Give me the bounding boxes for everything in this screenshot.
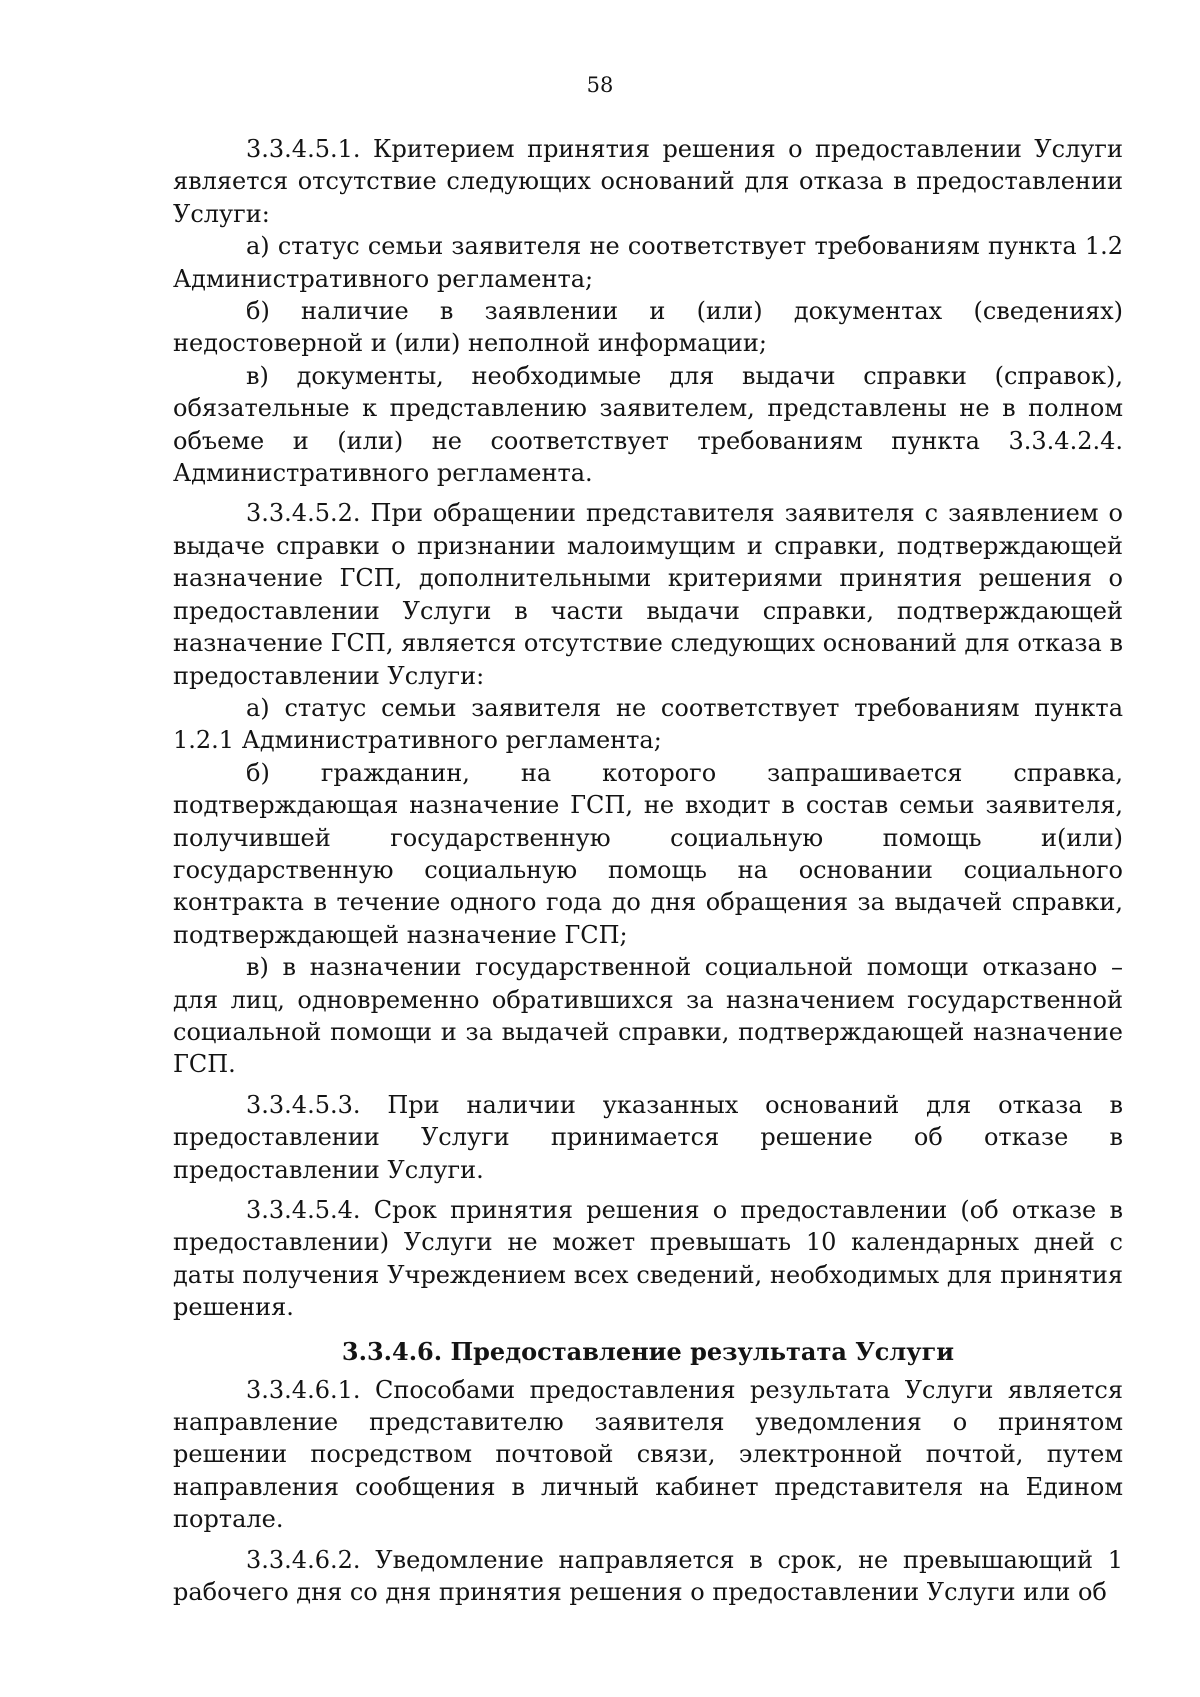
clause-3-3-4-5-4: 3.3.4.5.4. Срок принятия решения о предоставлении (об отказе в предоставлении) Услуги не может превышать 10 календарных дней с даты получения Учреждением всех сведений, необходимых для принятия решения. <box>173 1196 1123 1322</box>
clause-3-3-4-5-1-item-v: в) документы, необходимые для выдачи справки (справок), обязательные к представлению заявителем, представлены не в полном объеме и (или) не соответствует требованиям пункта 3.3.4.2.4. Административного регламента. <box>173 361 1123 488</box>
clause-3-3-4-6-2: 3.3.4.6.2. Уведомление направляется в срок, не превышающий 1 рабочего дня со дня принятия решения о предоставлении Услуги или об <box>173 1545 1123 1607</box>
clause-3-3-4-5-2: 3.3.4.5.2. При обращении представителя заявителя с заявлением о выдаче справки о признании малоимущим и справки, подтверждающей назначение ГСП, дополнительными критериями принятия решения о предоставлении Услуги в части выдачи справки, подтверждающей назначение ГСП, является отсутствие следующих оснований для отказа в предоставлении Услуги: <box>173 499 1123 690</box>
clause-3-3-4-5-3: 3.3.4.5.3. При наличии указанных оснований для отказа в предоставлении Услуги принимается решение об отказе в предоставлении Услуги. <box>173 1090 1123 1184</box>
clause-3-3-4-6-1: 3.3.4.6.1. Способами предоставления результата Услуги является направление представителю заявителя уведомления о принятом решении посредством почтовой связи, электронной почтой, путем направления сообщения в личный кабинет представителя на Едином портале. <box>173 1375 1123 1534</box>
clause-3-3-4-5-1-item-b: б) наличие в заявлении и (или) документах (сведениях) недостоверной и (или) неполной информации; <box>173 297 1123 358</box>
document-body <box>173 133 1123 1608</box>
clause-3-3-4-5-1: 3.3.4.5.1. Критерием принятия решения о предоставлении Услуги является отсутствие следующих оснований для отказа в предоставлении Услуги: <box>173 135 1123 228</box>
clause-3-3-4-5-2-item-a: а) статус семьи заявителя не соответствует требованиям пункта 1.2.1 Административного регламента; <box>173 693 1123 755</box>
section-heading: 3.3.4.6. Предоставление результата Услуги <box>341 1336 955 1366</box>
clause-3-3-4-5-2-item-b: б) гражданин, на которого запрашивается справка, подтверждающая назначение ГСП, не входит в состав семьи заявителя, получившей государственную социальную помощь и(или) государственную социальную помощь на основании социального контракта в течение одного года до дня обращения за выдачей справки, подтверждающей назначение ГСП; <box>173 758 1123 949</box>
clause-3-3-4-5-1-item-a: а) статус семьи заявителя не соответствует требованиям пункта 1.2 Административного регламента; <box>173 232 1123 293</box>
page-number: 58 <box>586 73 614 97</box>
clause-3-3-4-5-2-item-v: в) в назначении государственной социальной помощи отказано – для лиц, одновременно обратившихся за назначением государственной социальной помощи и за выдачей справки, подтверждающей назначение ГСП. <box>173 953 1123 1079</box>
